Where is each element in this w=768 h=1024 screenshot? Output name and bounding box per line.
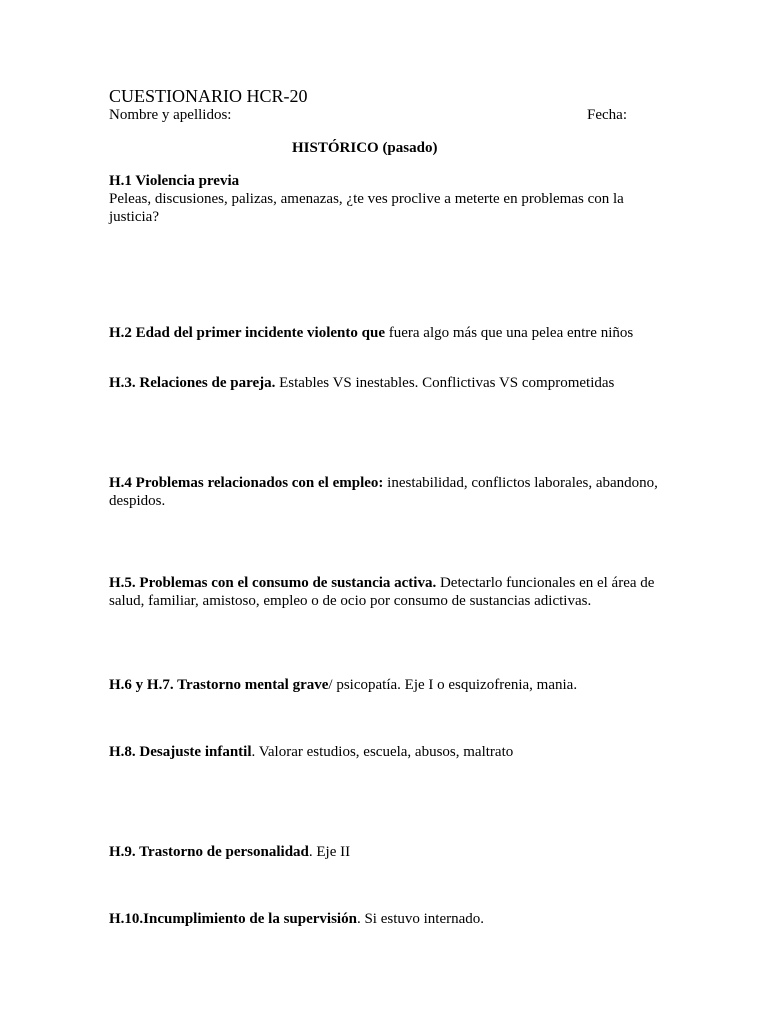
item-h8 [109, 743, 669, 761]
item-heading: H.6 y H.7. Trastorno mental grave [109, 677, 329, 693]
name-label: Nombre y apellidos: [109, 107, 232, 123]
date-label: Fecha: [587, 107, 627, 123]
item-heading: H.4 Problemas relacionados con el empleo: [109, 475, 384, 491]
item-h9 [109, 843, 669, 861]
item-text: Detectarlo funcionales en el área de salud, familiar, amistoso, empleo o de ocio por consumo de sustancias adictivas. [109, 575, 655, 609]
item-text: / psicopatía. Eje I o esquizofrenia, mania. [328, 677, 578, 693]
item-heading: H.8. Desajuste infantil [109, 744, 252, 760]
item-heading: H.3. Relaciones de pareja. [109, 375, 276, 391]
item-text: inestabilidad, conflictos laborales, abandono, despidos. [109, 475, 658, 509]
item-text: Peleas, discusiones, palizas, amenazas, ¿te ves proclive a meterte en problemas con la justicia? [109, 191, 624, 225]
document-title: CUESTIONARIO HCR-20 [109, 86, 308, 106]
item-text: fuera algo más que una pelea entre niños [384, 325, 634, 341]
item-h1 [109, 172, 669, 226]
item-h6-h7 [109, 676, 669, 694]
item-text: . Eje II [308, 844, 351, 860]
item-heading: H.10.Incumplimiento de la supervisión [109, 911, 357, 927]
item-h4 [109, 474, 669, 510]
item-h5 [109, 574, 669, 610]
item-h3 [109, 374, 669, 392]
item-heading: H.5. Problemas con el consumo de sustancia activa. [109, 575, 437, 591]
section-heading: HISTÓRICO (pasado) [292, 140, 438, 156]
item-text: Estables VS inestables. Conflictivas VS comprometidas [275, 375, 615, 391]
item-heading: H.2 Edad del primer incidente violento que [109, 325, 385, 341]
item-text: . Si estuvo internado. [356, 911, 485, 927]
item-heading: H.9. Trastorno de personalidad [109, 844, 309, 860]
item-text: . Valorar estudios, escuela, abusos, maltrato [251, 744, 514, 760]
item-h10 [109, 910, 669, 928]
item-heading: H.1 Violencia previa [109, 173, 240, 189]
item-h2 [109, 324, 669, 342]
